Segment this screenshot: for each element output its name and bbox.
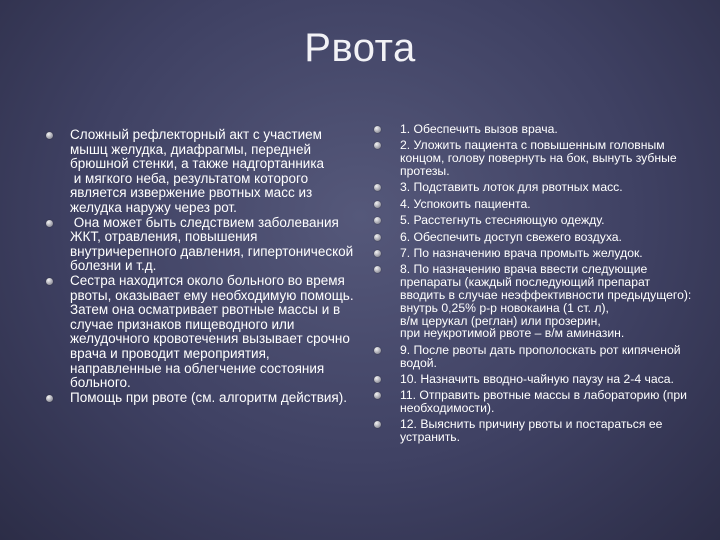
bullet-icon — [374, 376, 381, 383]
left-list-item — [46, 274, 356, 391]
right-item-text: 2. Уложить пациента с повышенным головным концом, голову повернуть на бок, вынуть зубные протезы. — [400, 138, 681, 178]
right-item-text: 3. Подставить лоток для рвотных масс. — [400, 180, 623, 195]
left-item-text: Сложный рефлекторный акт с участием мышц желудка, диафрагмы, передней брюшной стенки, а также надгортанника и мягкого неба, результатом которого является извержение рвотных масс из желудка наружу через рот. — [70, 127, 325, 215]
right-item-text: 4. Успокоить пациента. — [400, 196, 531, 211]
left-list-item — [46, 128, 356, 216]
slide-title: Рвота — [304, 26, 416, 70]
bullet-icon — [374, 142, 381, 149]
right-list-item — [374, 231, 694, 244]
right-list-item — [374, 418, 694, 444]
bullet-icon — [374, 201, 381, 208]
left-list-item — [46, 216, 356, 274]
bullet-icon — [46, 132, 53, 139]
right-item-text: 6. Обеспечить доступ свежего воздуха. — [400, 229, 622, 244]
right-list-item — [374, 181, 694, 194]
right-item-text: 12. Выяснить причину рвоты и постараться ее устранить. — [400, 417, 666, 445]
right-list-item — [374, 247, 694, 260]
right-item-text: 7. По назначению врача промыть желудок. — [400, 245, 643, 260]
right-item-text: 9. После рвоты дать прополоскать рот кипяченой водой. — [400, 342, 684, 370]
bullet-icon — [374, 250, 381, 257]
bullet-icon — [374, 126, 381, 133]
bullet-icon — [374, 266, 381, 273]
bullet-icon — [374, 234, 381, 241]
right-item-text: 1. Обеспечить вызов врача. — [400, 122, 558, 136]
bullet-icon — [374, 184, 381, 191]
bullet-icon — [46, 395, 53, 402]
left-item-text: Сестра находится около больного во время рвоты, оказывает ему необходимую помощь. Затем она осматривает рвотные массы и в случае признаков пищеводного или желудочного кровотечения вызывает срочно врача и проводит мероприятия, направленные на облегчение состояния больного. — [70, 272, 358, 391]
right-column — [374, 123, 694, 448]
right-list-item — [374, 214, 694, 227]
right-item-text: 10. Назначить вводно-чайную паузу на 2-4 часа. — [400, 371, 674, 386]
right-list-item — [374, 139, 694, 177]
right-list-item — [374, 123, 694, 136]
bullet-icon — [374, 217, 381, 224]
bullet-icon — [374, 347, 381, 354]
right-item-text: 11. Отправить рвотные массы в лабораторию (при необходимости). — [400, 388, 691, 416]
right-list-item — [374, 198, 694, 211]
right-list-item — [374, 373, 694, 386]
bullet-icon — [46, 220, 53, 227]
left-item-text: Она может быть следствием заболевания ЖКТ, отравления, повышения внутричерепного давления, гипертонической болезни и т.д. — [70, 214, 357, 274]
right-list-item — [374, 389, 694, 415]
bullet-icon — [374, 421, 381, 428]
left-list-item — [46, 391, 356, 406]
right-list-item — [374, 344, 694, 370]
left-column — [46, 128, 356, 405]
bullet-icon — [374, 392, 381, 399]
right-list-item — [374, 263, 694, 340]
right-item-text: 5. Расстегнуть стесняющую одежду. — [400, 213, 605, 228]
left-item-text: Помощь при рвоте (см. алгоритм действия). — [70, 389, 347, 405]
bullet-icon — [46, 278, 53, 285]
right-item-text: 8. По назначению врача ввести следующие препараты (каждый последующий препарат вводить в случае неэффективности предыдущего): внутрь 0,25% р-р новокаина (1 ст. л), в/м церукал (реглан) или прозерин, при неукротимой рвоте – в/м аминазин. — [400, 262, 692, 341]
